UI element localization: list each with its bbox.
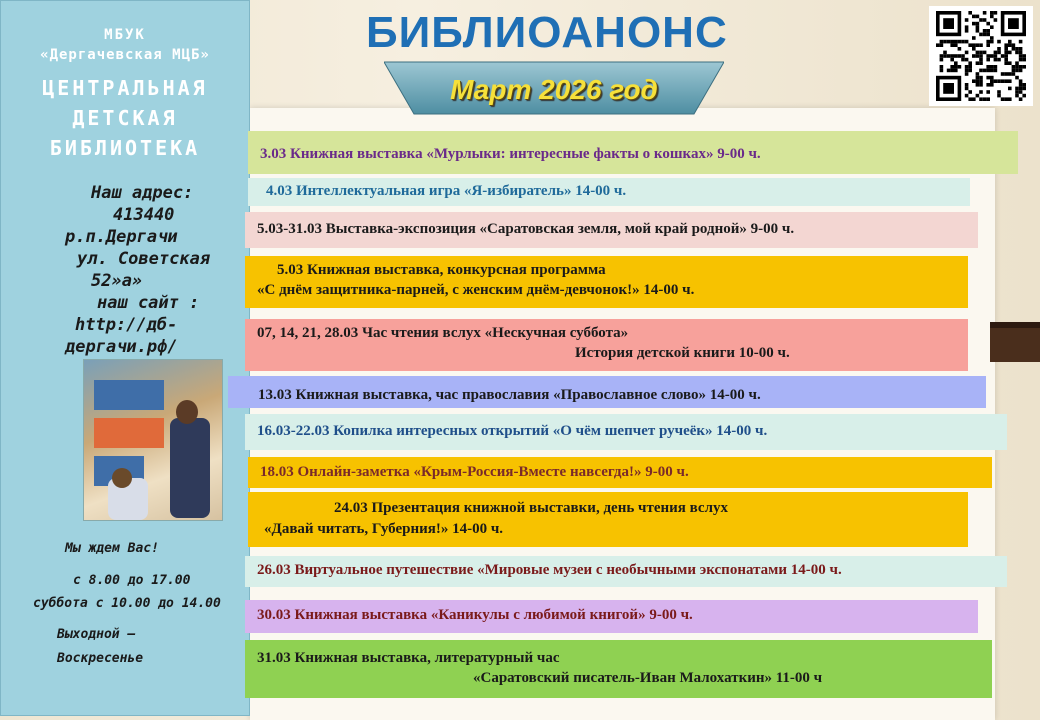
qr-module (994, 54, 998, 58)
qr-module (961, 54, 965, 58)
qr-module (968, 97, 972, 101)
qr-module (990, 76, 994, 80)
qr-module (990, 40, 994, 44)
qr-module (1019, 97, 1023, 101)
month-banner (384, 60, 724, 116)
qr-module (1022, 54, 1026, 58)
qr-module (972, 47, 976, 51)
qr-module (976, 76, 980, 80)
photo-shelf (94, 418, 164, 448)
address-heading: Наш адрес: (91, 183, 194, 203)
qr-module (994, 11, 998, 15)
sidebar (0, 0, 250, 716)
event-text: 5.03 Книжная выставка, конкурсная программа (277, 262, 606, 278)
qr-module (983, 97, 987, 101)
qr-module (997, 94, 1001, 98)
qr-module (1019, 58, 1023, 62)
event-item (245, 256, 968, 308)
website-link[interactable]: http://дб- (75, 315, 178, 335)
qr-module (1019, 79, 1023, 83)
event-text: 13.03 Книжная выставка, час православия «Православное слово» 14-00 ч. (258, 387, 761, 403)
event-text: 24.03 Презентация книжной выставки, день чтения вслух (334, 500, 729, 516)
qr-module (979, 79, 983, 83)
qr-module (968, 43, 972, 47)
qr-module (1015, 69, 1019, 73)
qr-module (1001, 79, 1005, 83)
qr-module (1022, 65, 1026, 69)
qr-module (968, 11, 972, 15)
qr-module (997, 90, 1001, 94)
qr-module (1019, 40, 1023, 44)
qr-module (997, 51, 1001, 55)
qr-module (979, 69, 983, 73)
event-text: История детской книги 10-00 ч. (575, 345, 790, 361)
qr-module (1022, 58, 1026, 62)
qr-module (1001, 54, 1005, 58)
qr-module (994, 79, 998, 83)
qr-module (1012, 47, 1016, 51)
qr-module (979, 76, 983, 80)
qr-module (954, 69, 958, 73)
qr-module (976, 72, 980, 76)
qr-module (976, 29, 980, 33)
qr-module (1012, 72, 1016, 76)
qr-module (965, 29, 969, 33)
qr-module (997, 79, 1001, 83)
qr-module (1015, 47, 1019, 51)
qr-module (965, 72, 969, 76)
qr-module (940, 40, 944, 44)
qr-module (986, 58, 990, 62)
qr-module (976, 15, 980, 19)
qr-module (976, 25, 980, 29)
qr-module (986, 69, 990, 73)
org-full-name: «Дергачевская МЦБ» (40, 47, 210, 63)
qr-module (990, 79, 994, 83)
qr-module (954, 43, 958, 47)
qr-module (943, 51, 947, 55)
qr-module (983, 33, 987, 37)
qr-code[interactable] (929, 6, 1033, 106)
qr-module (1015, 90, 1019, 94)
org-short-name: МБУК (104, 27, 146, 43)
day-off-value: Воскресенье (57, 651, 144, 666)
qr-code-image (929, 6, 1033, 106)
qr-module (976, 61, 980, 65)
qr-module (950, 40, 954, 44)
qr-module (983, 29, 987, 33)
qr-module (968, 61, 972, 65)
qr-module (990, 25, 994, 29)
event-text: 4.03 Интеллектуальная игра «Я-избиратель» 14-00 ч. (266, 183, 627, 199)
qr-module (979, 54, 983, 58)
qr-module (979, 51, 983, 55)
qr-module (1012, 43, 1016, 47)
qr-module (1019, 51, 1023, 55)
event-text: «Давай читать, Губерния!» 14-00 ч. (264, 521, 504, 537)
qr-finder-pattern (943, 18, 954, 29)
qr-module (990, 15, 994, 19)
qr-module (968, 90, 972, 94)
address-street: ул. Советская (77, 249, 211, 269)
qr-module (994, 18, 998, 22)
qr-module (983, 51, 987, 55)
qr-module (1015, 51, 1019, 55)
qr-module (986, 29, 990, 33)
qr-module (979, 58, 983, 62)
qr-module (997, 40, 1001, 44)
qr-module (1015, 61, 1019, 65)
qr-module (961, 40, 965, 44)
qr-module (965, 65, 969, 69)
qr-module (976, 94, 980, 98)
qr-module (965, 83, 969, 87)
event-text: 16.03-22.03 Копилка интересных открытий «О чём шепчет ручеёк» 14-00 ч. (257, 423, 768, 439)
qr-module (990, 36, 994, 40)
event-text: «С днём защитника-парней, с женским днём-девчонок!» 14-00 ч. (257, 282, 695, 298)
qr-module (990, 65, 994, 69)
qr-module (976, 51, 980, 55)
qr-module (972, 79, 976, 83)
qr-module (965, 69, 969, 73)
qr-module (979, 97, 983, 101)
qr-module (1008, 79, 1012, 83)
qr-module (994, 58, 998, 62)
qr-module (940, 65, 944, 69)
qr-module (1019, 47, 1023, 51)
qr-module (1001, 72, 1005, 76)
event-item (245, 600, 978, 633)
qr-module (979, 43, 983, 47)
qr-module (986, 43, 990, 47)
qr-module (1008, 72, 1012, 76)
qr-module (954, 54, 958, 58)
event-item (245, 640, 992, 698)
event-item (248, 457, 992, 488)
event-text: 18.03 Онлайн-заметка «Крым-Россия-Вместе навсегда!» 9-00 ч. (260, 464, 689, 480)
qr-module (979, 90, 983, 94)
qr-module (1004, 61, 1008, 65)
qr-module (1015, 94, 1019, 98)
qr-module (983, 18, 987, 22)
event-item (245, 212, 978, 248)
qr-module (994, 51, 998, 55)
qr-module (1019, 54, 1023, 58)
event-text: «Саратовский писатель-Иван Малохаткин» 11-00 ч (473, 670, 823, 686)
qr-module (997, 58, 1001, 62)
qr-module (1022, 83, 1026, 87)
qr-module (997, 47, 1001, 51)
qr-module (958, 54, 962, 58)
qr-module (1004, 58, 1008, 62)
qr-module (1019, 90, 1023, 94)
qr-module (994, 69, 998, 73)
qr-module (936, 43, 940, 47)
qr-module (972, 36, 976, 40)
qr-module (950, 54, 954, 58)
event-text: 3.03 Книжная выставка «Мурлыки: интересные факты о кошках» 9-00 ч. (260, 146, 761, 162)
saturday-hours: суббота с 10.00 до 14.00 (33, 596, 221, 611)
qr-module (1022, 87, 1026, 91)
event-item (245, 556, 1007, 587)
day-off-label: Выходной – (57, 627, 136, 642)
page-title: БИБЛИОАНОНС (366, 8, 728, 57)
background-shelf-edge (990, 322, 1040, 328)
qr-module (1008, 43, 1012, 47)
event-text: 5.03-31.03 Выставка-экспозиция «Саратовская земля, мой край родной» 9-00 ч. (257, 221, 795, 237)
event-text: 07, 14, 21, 28.03 Час чтения вслух «Нескучная суббота» (257, 325, 629, 341)
qr-module (1012, 69, 1016, 73)
library-name-line: ЦЕНТРАЛЬНАЯ (42, 76, 208, 100)
children-reading-photo (83, 359, 223, 521)
event-item (245, 414, 1007, 450)
qr-module (1001, 97, 1005, 101)
event-item (245, 319, 968, 371)
qr-module (940, 58, 944, 62)
qr-module (954, 40, 958, 44)
qr-module (986, 83, 990, 87)
qr-module (965, 94, 969, 98)
qr-module (1004, 97, 1008, 101)
qr-module (976, 79, 980, 83)
qr-module (965, 25, 969, 29)
qr-module (1008, 97, 1012, 101)
website-heading: наш сайт : (97, 293, 200, 313)
qr-module (986, 76, 990, 80)
qr-module (947, 69, 951, 73)
welcome-text: Мы ждем Вас! (65, 541, 159, 556)
qr-module (965, 51, 969, 55)
qr-module (972, 22, 976, 26)
qr-module (1019, 69, 1023, 73)
qr-module (958, 40, 962, 44)
event-item (248, 178, 970, 206)
qr-module (965, 40, 969, 44)
qr-module (968, 65, 972, 69)
qr-module (943, 54, 947, 58)
library-name-line: ДЕТСКАЯ (72, 106, 178, 130)
qr-module (940, 43, 944, 47)
address-postcode: 413440 (113, 205, 175, 225)
qr-module (986, 33, 990, 37)
qr-module (940, 69, 944, 73)
qr-module (1004, 79, 1008, 83)
qr-module (1004, 47, 1008, 51)
qr-module (979, 83, 983, 87)
qr-module (1008, 61, 1012, 65)
qr-module (958, 47, 962, 51)
qr-module (972, 15, 976, 19)
photo-child-head (112, 468, 132, 488)
qr-module (1015, 65, 1019, 69)
qr-module (1012, 65, 1016, 69)
qr-module (968, 69, 972, 73)
event-item (248, 492, 968, 547)
qr-module (950, 43, 954, 47)
month-label: Март 2026 год (450, 74, 658, 105)
qr-module (1015, 87, 1019, 91)
background-shelf (990, 322, 1040, 362)
qr-module (976, 43, 980, 47)
qr-module (986, 22, 990, 26)
qr-module (947, 54, 951, 58)
qr-module (1015, 76, 1019, 80)
qr-module (1008, 87, 1012, 91)
library-name-line: БИБЛИОТЕКА (49, 136, 201, 160)
qr-module (983, 69, 987, 73)
qr-module (961, 58, 965, 62)
qr-module (1019, 87, 1023, 91)
qr-module (972, 97, 976, 101)
qr-module (986, 90, 990, 94)
qr-module (979, 33, 983, 37)
event-item (248, 131, 1018, 174)
qr-module (950, 65, 954, 69)
event-text: 26.03 Виртуальное путешествие «Мировые музеи с необычными экспонатами 14-00 ч. (257, 562, 842, 578)
qr-module (1022, 94, 1026, 98)
qr-module (1008, 40, 1012, 44)
address-town: р.п.Дергачи (65, 227, 178, 247)
qr-module (986, 54, 990, 58)
qr-finder-pattern (943, 83, 954, 94)
qr-module (1019, 65, 1023, 69)
website-link[interactable]: дергачи.рф/ (65, 337, 178, 357)
qr-module (986, 65, 990, 69)
qr-module (950, 58, 954, 62)
qr-module (965, 58, 969, 62)
event-text: 30.03 Книжная выставка «Каникулы с любимой книгой» 9-00 ч. (257, 607, 693, 623)
qr-module (976, 54, 980, 58)
qr-module (1004, 54, 1008, 58)
qr-module (990, 11, 994, 15)
qr-module (965, 18, 969, 22)
qr-module (958, 65, 962, 69)
qr-module (1004, 51, 1008, 55)
photo-shelf (94, 380, 164, 410)
qr-module (990, 69, 994, 73)
qr-module (990, 54, 994, 58)
qr-module (979, 18, 983, 22)
qr-module (1004, 72, 1008, 76)
qr-finder-pattern (1008, 18, 1019, 29)
qr-module (983, 11, 987, 15)
qr-module (976, 22, 980, 26)
qr-module (979, 61, 983, 65)
photo-child (170, 418, 210, 518)
event-text: 31.03 Книжная выставка, литературный час (257, 650, 560, 666)
qr-module (950, 69, 954, 73)
library-name (1, 73, 249, 163)
qr-module (943, 40, 947, 44)
qr-module (1008, 51, 1012, 55)
qr-module (954, 61, 958, 65)
qr-module (965, 87, 969, 91)
qr-module (1019, 83, 1023, 87)
qr-module (994, 65, 998, 69)
qr-module (986, 97, 990, 101)
qr-module (947, 40, 951, 44)
weekday-hours: с 8.00 до 17.00 (73, 573, 191, 588)
qr-module (986, 40, 990, 44)
event-item (228, 376, 986, 408)
qr-module (954, 65, 958, 69)
qr-module (976, 83, 980, 87)
qr-module (972, 54, 976, 58)
photo-child-head (176, 400, 198, 424)
qr-module (990, 83, 994, 87)
qr-module (972, 43, 976, 47)
address-house: 52»а» (91, 271, 143, 291)
qr-module (940, 54, 944, 58)
qr-module (1004, 43, 1008, 47)
